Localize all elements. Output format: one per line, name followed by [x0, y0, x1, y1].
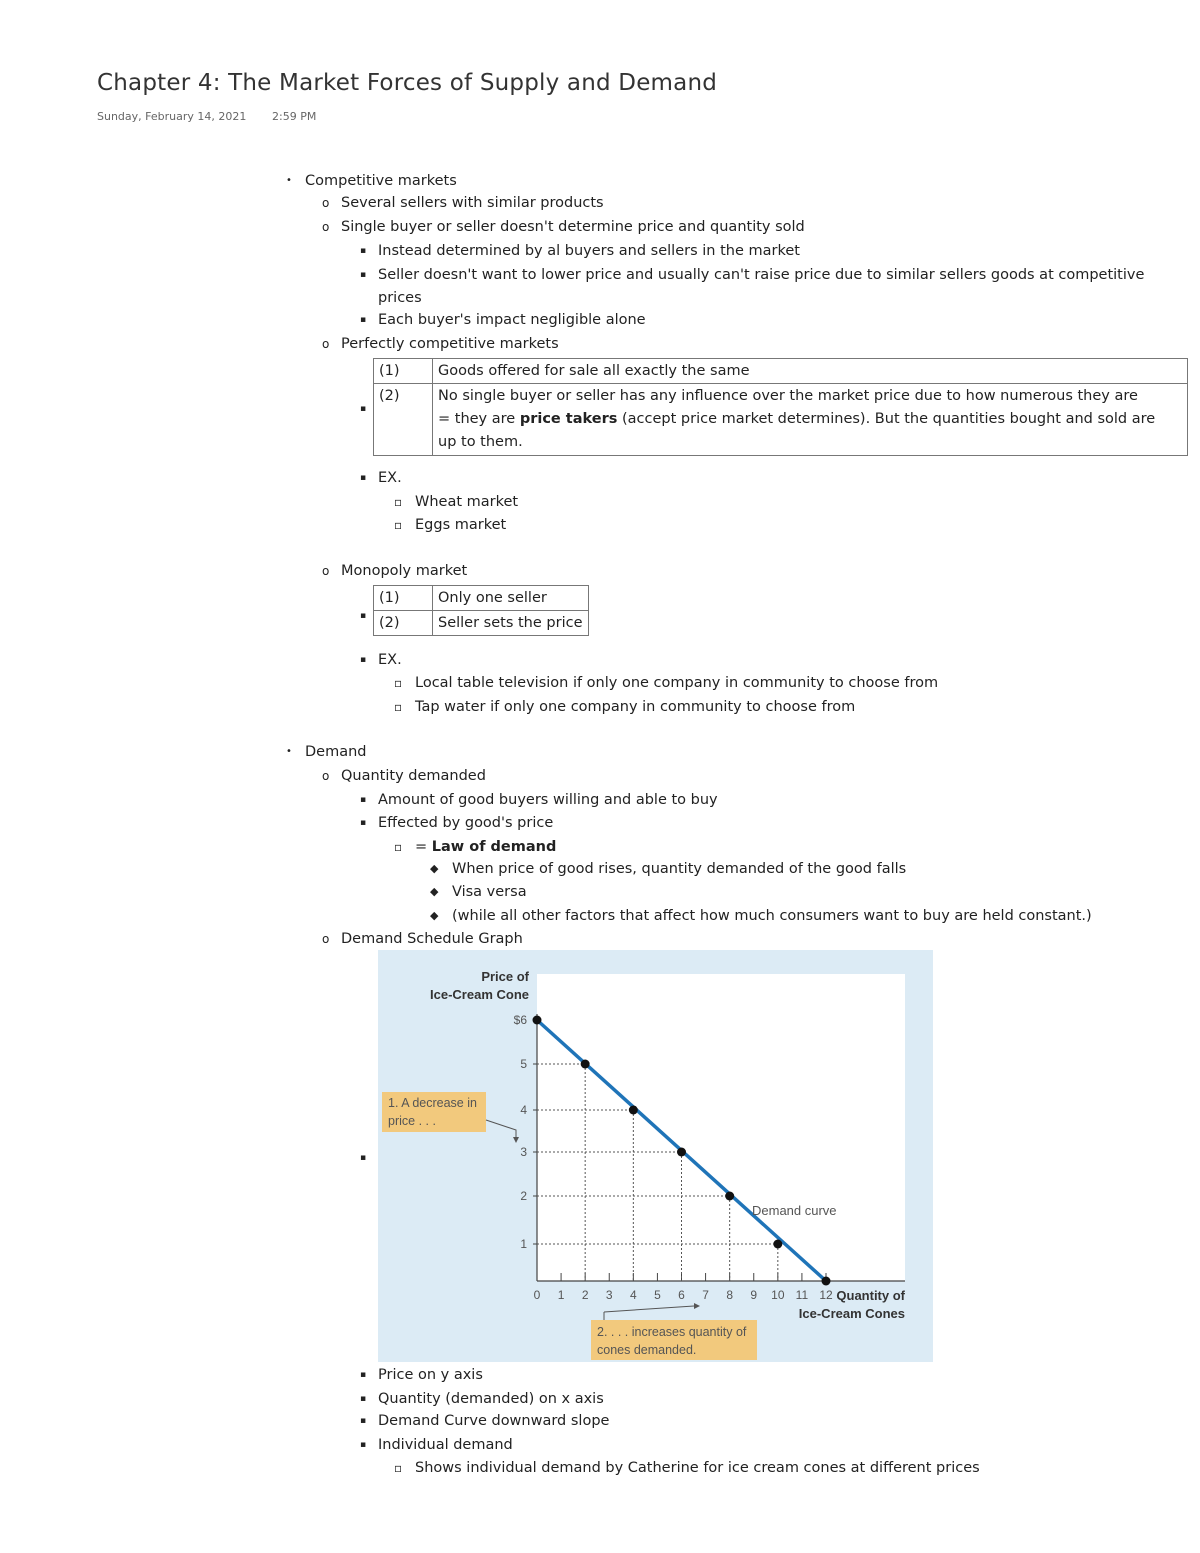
data-point	[581, 1060, 590, 1069]
x-tick-label: 8	[726, 1288, 734, 1302]
bullet-l5: ◆	[430, 909, 439, 922]
table-row	[374, 586, 589, 611]
note-line: Single buyer or seller doesn't determine price and quantity sold	[341, 219, 805, 235]
note-date: Sunday, February 14, 2021	[97, 110, 247, 123]
bullet-l2: o	[322, 932, 330, 946]
y-tick-label: $6	[513, 1013, 527, 1027]
y-tick-label: 4	[520, 1103, 527, 1117]
table-cell: Only one seller	[433, 586, 589, 611]
note-time: 2:59 PM	[272, 110, 317, 123]
bullet-l4: ▫	[394, 1461, 403, 1475]
bullet-l3: ▪	[360, 818, 367, 828]
table-cell: (1)	[374, 586, 433, 611]
table-cell: Seller sets the price	[433, 611, 589, 636]
price-takers-term: price takers	[519, 411, 618, 427]
y-tick-label: 3	[520, 1145, 527, 1159]
bullet-l4: ▫	[394, 700, 403, 714]
data-point	[773, 1240, 782, 1249]
note-line: Tap water if only one company in community to choose from	[415, 699, 856, 715]
note-line: prices	[378, 290, 422, 306]
data-point	[533, 1016, 542, 1025]
bullet-l4: ▫	[394, 840, 403, 854]
note-line: When price of good rises, quantity demanded of the good falls	[452, 861, 907, 877]
y-axis-label: Ice-Cream Cone	[430, 987, 529, 1002]
annotation-text: cones demanded.	[597, 1343, 697, 1357]
x-tick-label: 3	[605, 1288, 613, 1302]
note-line: Wheat market	[415, 494, 519, 510]
x-axis-label: Ice-Cream Cones	[798, 1306, 905, 1321]
y-tick-label: 1	[520, 1237, 527, 1251]
plot-area	[537, 974, 905, 1281]
bullet-l3: ▪	[360, 655, 367, 665]
table-cell: (2)	[374, 611, 433, 636]
note-line: Quantity demanded	[341, 768, 486, 784]
x-axis-label: Quantity of	[836, 1288, 905, 1303]
table-cell-text: No single buyer or seller has any influence over the market price due to how numerous they are	[438, 388, 1138, 404]
note-line: Several sellers with similar products	[341, 195, 604, 211]
table-row	[374, 384, 1188, 456]
bullet-l4: ▫	[394, 518, 403, 532]
demand-heading: Demand	[305, 744, 367, 760]
note-line: Seller doesn't want to lower price and usually can't raise price due to similar sellers goods at competitive	[378, 267, 1145, 283]
note-line	[415, 836, 556, 858]
y-tick-label: 2	[520, 1189, 527, 1203]
y-axis-label: Price of	[481, 969, 529, 984]
table-cell: (1)	[374, 359, 433, 384]
x-tick-label: 12	[819, 1288, 833, 1302]
law-of-demand-term: Law of demand	[431, 839, 557, 855]
bullet-l3: ▪	[360, 404, 367, 414]
page-title: Chapter 4: The Market Forces of Supply and Demand	[97, 70, 718, 96]
x-tick-label: 11	[795, 1288, 809, 1302]
note-line: Each buyer's impact negligible alone	[378, 312, 646, 328]
note-line: Effected by good's price	[378, 815, 554, 831]
bullet-l3: ▪	[360, 1440, 367, 1450]
bullet-l2: o	[322, 769, 330, 783]
x-tick-label: 2	[581, 1288, 589, 1302]
x-tick-label: 4	[629, 1288, 637, 1302]
law-prefix: =	[415, 839, 432, 855]
bullet-l3: ▪	[360, 1370, 367, 1380]
note-line: Demand Schedule Graph	[341, 931, 523, 947]
note-line: Monopoly market	[341, 563, 468, 579]
x-tick-label: 6	[678, 1288, 685, 1302]
bullet-l3: ▪	[360, 270, 367, 280]
bullet-l2: o	[322, 337, 330, 351]
demand-schedule-figure	[378, 950, 933, 1362]
bullet-l5: ◆	[430, 862, 439, 875]
bullet-l5: ◆	[430, 885, 439, 898]
table-cell-text: up to them.	[438, 434, 523, 450]
table-cell	[433, 384, 1188, 456]
bullet-l4: ▫	[394, 676, 403, 690]
y-tick-label: 5	[520, 1057, 527, 1071]
note-line: Price on y axis	[378, 1367, 483, 1383]
data-point	[677, 1148, 686, 1157]
data-point	[822, 1277, 831, 1286]
x-tick-label: 9	[750, 1288, 758, 1302]
bullet-l1: •	[286, 746, 292, 757]
bullet-l4: ▫	[394, 495, 403, 509]
bullet-l3: ▪	[360, 1416, 367, 1426]
table-row	[374, 359, 1188, 384]
note-line: Shows individual demand by Catherine for ice cream cones at different prices	[415, 1460, 980, 1476]
x-tick-label: 0	[533, 1288, 541, 1302]
x-tick-label: 10	[771, 1288, 785, 1302]
perfect-competition-table	[373, 358, 1188, 456]
curve-label: Demand curve	[752, 1203, 837, 1218]
table-cell: (2)	[374, 384, 433, 456]
bullet-l2: o	[322, 220, 330, 234]
bullet-l3: ▪	[360, 611, 367, 621]
bullet-l3: ▪	[360, 1153, 367, 1163]
x-tick-label: 1	[557, 1288, 565, 1302]
bullet-l3: ▪	[360, 795, 367, 805]
note-line: Local table television if only one company in community to choose from	[415, 675, 939, 691]
data-point	[725, 1192, 734, 1201]
table-cell-text: (accept price market determines). But the quantities bought and sold are	[617, 411, 1156, 427]
note-line: Visa versa	[452, 884, 527, 900]
note-line: Demand Curve downward slope	[378, 1413, 610, 1429]
table-cell-text: = they are	[438, 411, 520, 427]
note-line: Eggs market	[415, 517, 507, 533]
note-line: Perfectly competitive markets	[341, 336, 559, 352]
table-cell: Goods offered for sale all exactly the same	[433, 359, 1188, 384]
note-line: (while all other factors that affect how much consumers want to buy are held constant.)	[452, 908, 1092, 924]
note-line: EX.	[378, 470, 402, 486]
table-row	[374, 611, 589, 636]
bullet-l3: ▪	[360, 315, 367, 325]
note-line: Quantity (demanded) on x axis	[378, 1391, 604, 1407]
x-tick-label: 5	[654, 1288, 661, 1302]
competitive-markets-heading: Competitive markets	[305, 173, 457, 189]
note-line: Instead determined by al buyers and sellers in the market	[378, 243, 800, 259]
bullet-l3: ▪	[360, 1394, 367, 1404]
bullet-l1: •	[286, 175, 292, 186]
annotation-text: price . . .	[388, 1114, 436, 1128]
annotation-text: 1. A decrease in	[388, 1096, 477, 1110]
bullet-l2: o	[322, 196, 330, 210]
demand-chart	[378, 950, 933, 1362]
annotation-text: 2. . . . increases quantity of	[597, 1325, 747, 1339]
bullet-l3: ▪	[360, 473, 367, 483]
monopoly-table	[373, 585, 589, 636]
data-point	[629, 1106, 638, 1115]
note-line: Individual demand	[378, 1437, 513, 1453]
x-tick-label: 7	[702, 1288, 709, 1302]
bullet-l3: ▪	[360, 246, 367, 256]
note-line: EX.	[378, 652, 402, 668]
bullet-l2: o	[322, 564, 330, 578]
note-line: Amount of good buyers willing and able to buy	[378, 792, 718, 808]
